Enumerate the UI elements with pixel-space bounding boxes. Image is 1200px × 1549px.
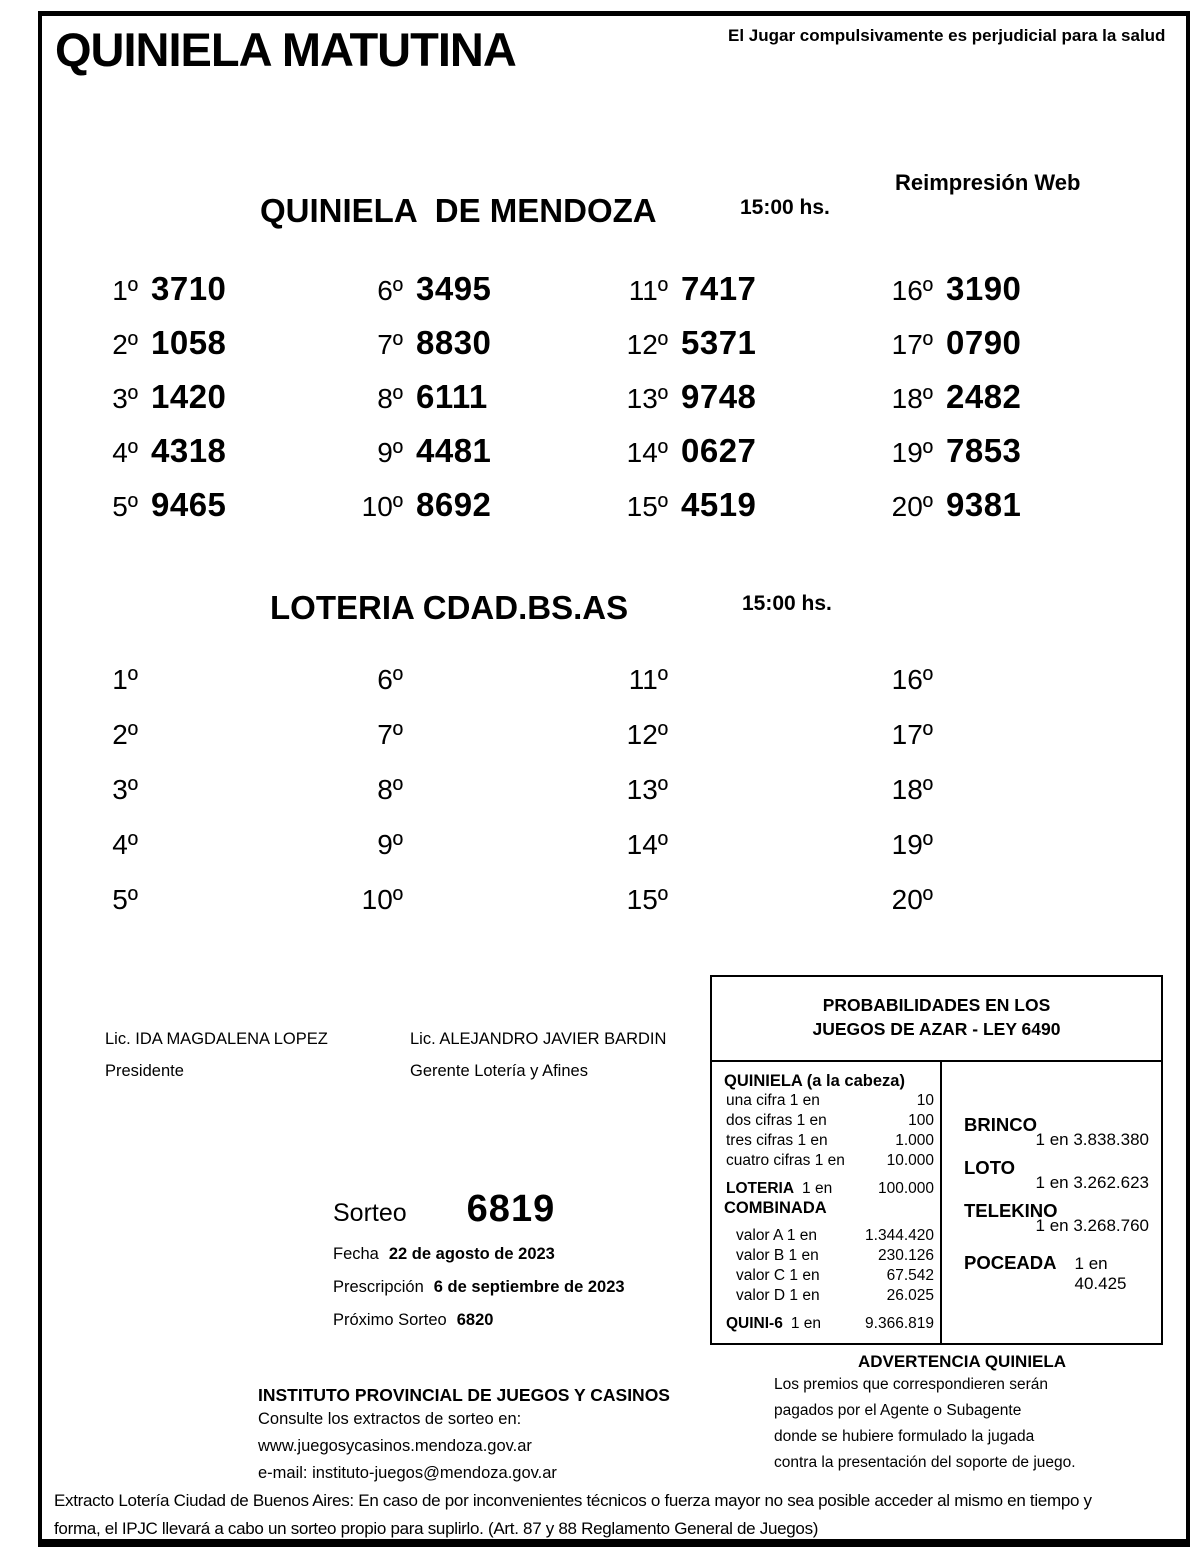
- result-position: 20º: [891, 491, 933, 522]
- odds-label: QUINI-6: [726, 1315, 783, 1332]
- quini6-odds-row: [724, 1314, 934, 1334]
- result-number: 1058: [151, 324, 227, 361]
- result-item: [335, 432, 600, 486]
- loteria-odds-row: [724, 1179, 934, 1199]
- result-number: 7853: [946, 432, 1022, 469]
- odds-row: [724, 1286, 934, 1306]
- probabilities-title-line2: JUEGOS DE AZAR - LEY 6490: [812, 1019, 1061, 1039]
- result-item: [600, 324, 865, 378]
- result-item: [335, 324, 600, 378]
- institute-block: [258, 1385, 728, 1487]
- position-item: [600, 829, 865, 884]
- game-odds-brinco: [964, 1114, 1149, 1150]
- next-draw-row: [333, 1311, 625, 1330]
- result-position: 14º: [626, 437, 668, 468]
- odds-row: [724, 1091, 934, 1111]
- position-item: [70, 884, 335, 939]
- result-item: [335, 270, 600, 324]
- probabilities-right-column: [942, 1062, 1161, 1343]
- position-item: [70, 829, 335, 884]
- result-number: 3190: [946, 270, 1022, 307]
- probabilities-title-line1: PROBABILIDADES EN LOS: [822, 995, 1051, 1015]
- page-title: QUINIELA MATUTINA: [55, 23, 516, 76]
- position-item: [335, 774, 600, 829]
- result-item: [600, 378, 865, 432]
- result-position: 13º: [626, 383, 668, 414]
- position-item: [600, 719, 865, 774]
- odds-value: 100.000: [877, 1180, 934, 1197]
- position-item: [335, 664, 600, 719]
- odds-value: 100: [908, 1112, 934, 1129]
- result-item: [70, 324, 335, 378]
- odds-row: [724, 1246, 934, 1266]
- result-item: [600, 270, 865, 324]
- health-warning-text: El Jugar compulsivamente es perjudicial para la salud: [728, 26, 1166, 45]
- position-item: [865, 719, 1130, 774]
- mendoza-draw-time: 15:00 hs.: [740, 196, 830, 219]
- advertencia-text-line: contra la presentación del soporte de juego.: [774, 1454, 1076, 1471]
- result-item: [70, 432, 335, 486]
- result-position: 9º: [377, 437, 403, 468]
- probabilities-left-column: [712, 1062, 942, 1343]
- odds-value: 9.366.819: [865, 1315, 934, 1332]
- combinada-odds-header: COMBINADA: [724, 1199, 827, 1217]
- result-number: 6111: [416, 378, 488, 415]
- position-label: 20º: [891, 884, 933, 915]
- draw-expiry-label: Prescripción: [333, 1278, 424, 1296]
- result-position: 16º: [891, 275, 933, 306]
- position-label: 6º: [377, 664, 403, 695]
- result-item: [335, 486, 600, 540]
- result-item: [600, 432, 865, 486]
- game-name: POCEADA: [964, 1252, 1057, 1273]
- odds-row: [724, 1226, 934, 1246]
- position-label: 12º: [626, 719, 668, 750]
- institute-email: e-mail: instituto-juegos@mendoza.gov.ar: [258, 1464, 557, 1482]
- game-odds: 1 en 3.262.623: [1035, 1173, 1149, 1192]
- footer-legal-note: [54, 1487, 1159, 1543]
- odds-mid: 1 en: [802, 1180, 833, 1197]
- odds-label: una cifra 1 en: [726, 1092, 820, 1109]
- institute-consult-line: Consulte los extractos de sorteo en:: [258, 1410, 522, 1428]
- mendoza-section-heading: QUINIELA DE MENDOZA: [260, 192, 657, 229]
- result-number: 7417: [681, 270, 757, 307]
- result-number: 1420: [151, 378, 227, 415]
- result-position: 5º: [112, 491, 138, 522]
- position-label: 19º: [891, 829, 933, 860]
- web-reprint-label: Reimpresión Web: [895, 170, 1081, 195]
- odds-value: 230.126: [877, 1247, 934, 1264]
- official-name: Lic. IDA MAGDALENA LOPEZ: [105, 1030, 328, 1048]
- official-name: Lic. ALEJANDRO JAVIER BARDIN: [410, 1030, 667, 1048]
- result-position: 2º: [112, 329, 138, 360]
- odds-label: valor B 1 en: [736, 1247, 819, 1264]
- position-label: 1º: [112, 664, 138, 695]
- position-label: 14º: [626, 829, 668, 860]
- bsas-positions-grid: [70, 664, 1130, 939]
- footer-line1: Extracto Lotería Ciudad de Buenos Aires: En caso de por inconvenientes técnicos o fuerza mayor no sea posible acceder al mismo en tiempo y: [54, 1491, 1092, 1510]
- position-item: [70, 774, 335, 829]
- result-number: 2482: [946, 378, 1022, 415]
- result-number: 9381: [946, 486, 1022, 523]
- advertencia-title: ADVERTENCIA QUINIELA: [857, 1352, 1067, 1371]
- advertencia-text-line: donde se hubiere formulado la jugada: [774, 1428, 1035, 1445]
- position-label: 18º: [891, 774, 933, 805]
- game-odds: 1 en 3.268.760: [1035, 1216, 1149, 1235]
- result-position: 4º: [112, 437, 138, 468]
- odds-row: [724, 1151, 934, 1171]
- result-position: 6º: [377, 275, 403, 306]
- position-label: 7º: [377, 719, 403, 750]
- draw-info-block: [333, 1188, 625, 1330]
- game-name: BRINCO: [964, 1114, 1037, 1135]
- result-position: 19º: [891, 437, 933, 468]
- odds-value: 1.000: [895, 1132, 934, 1149]
- result-number: 9748: [681, 378, 757, 415]
- odds-value: 67.542: [886, 1267, 934, 1284]
- draw-date-value: 22 de agosto de 2023: [388, 1245, 555, 1263]
- result-item: [335, 378, 600, 432]
- position-label: 10º: [361, 884, 403, 915]
- result-number: 3495: [416, 270, 492, 307]
- result-number: 4318: [151, 432, 227, 469]
- position-label: 9º: [377, 829, 403, 860]
- result-number: 8692: [416, 486, 492, 523]
- result-number: 4481: [416, 432, 492, 469]
- odds-mid: 1 en: [790, 1315, 822, 1332]
- result-item: [865, 486, 1130, 540]
- game-odds: 1 en 40.425: [1074, 1254, 1127, 1293]
- result-number: 5371: [681, 324, 757, 361]
- position-label: 16º: [891, 664, 933, 695]
- position-item: [70, 664, 335, 719]
- official-role: Presidente: [105, 1062, 184, 1080]
- result-item: [865, 270, 1130, 324]
- game-odds-telekino: [964, 1200, 1149, 1236]
- odds-value: 26.025: [886, 1287, 934, 1304]
- result-number: 8830: [416, 324, 492, 361]
- result-position: 12º: [626, 329, 668, 360]
- official-president: [105, 1030, 328, 1081]
- odds-label: cuatro cifras 1 en: [726, 1152, 845, 1169]
- odds-label: valor D 1 en: [736, 1287, 820, 1304]
- advertencia-text-line: pagados por el Agente o Subagente: [774, 1402, 1022, 1419]
- game-odds: 1 en 3.838.380: [1035, 1130, 1149, 1149]
- draw-expiry-row: [333, 1278, 625, 1297]
- position-item: [865, 664, 1130, 719]
- result-number: 4519: [681, 486, 757, 523]
- game-odds-loto: [964, 1157, 1149, 1193]
- game-name: TELEKINO: [964, 1200, 1058, 1221]
- next-draw-label: Próximo Sorteo: [333, 1311, 447, 1329]
- institute-website: www.juegosycasinos.mendoza.gov.ar: [258, 1437, 532, 1455]
- position-item: [865, 829, 1130, 884]
- probabilities-box: [710, 975, 1163, 1345]
- position-label: 11º: [628, 664, 668, 695]
- result-position: 3º: [112, 383, 138, 414]
- result-position: 8º: [377, 383, 403, 414]
- result-number: 0790: [946, 324, 1022, 361]
- draw-date-row: [333, 1245, 625, 1264]
- position-item: [335, 719, 600, 774]
- draw-number-row: [333, 1188, 625, 1231]
- footer-line2: forma, el IPJC llevará a cabo un sorteo propio para suplirlo. (Art. 87 y 88 Reglamento General de Juegos): [54, 1519, 819, 1538]
- institute-name: INSTITUTO PROVINCIAL DE JUEGOS Y CASINOS: [258, 1385, 670, 1405]
- next-draw-value: 6820: [456, 1311, 494, 1329]
- position-item: [70, 719, 335, 774]
- result-item: [600, 486, 865, 540]
- result-position: 17º: [891, 329, 933, 360]
- result-position: 1º: [112, 275, 138, 306]
- odds-label: valor A 1 en: [736, 1227, 818, 1244]
- result-item: [70, 378, 335, 432]
- odds-label: dos cifras 1 en: [726, 1112, 827, 1129]
- bsas-section-heading: LOTERIA CDAD.BS.AS: [270, 589, 629, 626]
- position-label: 17º: [891, 719, 933, 750]
- odds-label: tres cifras 1 en: [726, 1132, 828, 1149]
- result-number: 9465: [151, 486, 227, 523]
- draw-date-label: Fecha: [333, 1245, 379, 1263]
- official-role: Gerente Lotería y Afines: [410, 1062, 588, 1080]
- odds-row: [724, 1111, 934, 1131]
- odds-label: valor C 1 en: [736, 1267, 820, 1284]
- result-item: [70, 486, 335, 540]
- position-item: [600, 884, 865, 939]
- odds-value: 10.000: [886, 1152, 934, 1169]
- quiniela-odds-header: QUINIELA (a la cabeza): [724, 1072, 905, 1090]
- position-item: [335, 884, 600, 939]
- position-label: 8º: [377, 774, 403, 805]
- odds-row: [724, 1266, 934, 1286]
- result-position: 7º: [377, 329, 403, 360]
- position-label: 4º: [112, 829, 138, 860]
- mendoza-results-grid: [70, 270, 1130, 540]
- probabilities-body: [712, 1062, 1161, 1343]
- odds-value: 1.344.420: [865, 1227, 934, 1244]
- position-item: [600, 664, 865, 719]
- advertencia-block: [758, 1352, 1166, 1476]
- position-label: 15º: [626, 884, 668, 915]
- result-item: [865, 432, 1130, 486]
- odds-label: LOTERIA: [726, 1180, 795, 1197]
- draw-number-value: 6819: [466, 1188, 556, 1230]
- result-item: [865, 324, 1130, 378]
- game-name: LOTO: [964, 1157, 1016, 1178]
- position-item: [865, 884, 1130, 939]
- position-item: [335, 829, 600, 884]
- advertencia-text-line: Los premios que correspondieren serán: [774, 1376, 1048, 1393]
- position-label: 3º: [112, 774, 138, 805]
- probabilities-title: [712, 977, 1161, 1062]
- draw-expiry-value: 6 de septiembre de 2023: [433, 1278, 625, 1296]
- result-position: 11º: [628, 275, 668, 306]
- position-item: [865, 774, 1130, 829]
- odds-row: [724, 1131, 934, 1151]
- position-item: [600, 774, 865, 829]
- odds-value: 10: [916, 1092, 934, 1109]
- result-number: 0627: [681, 432, 757, 469]
- bsas-draw-time: 15:00 hs.: [742, 592, 832, 615]
- official-manager: [410, 1030, 666, 1081]
- result-position: 10º: [361, 491, 403, 522]
- result-item: [70, 270, 335, 324]
- result-item: [865, 378, 1130, 432]
- result-number: 3710: [151, 270, 227, 307]
- position-label: 5º: [112, 884, 138, 915]
- position-label: 13º: [626, 774, 668, 805]
- result-position: 18º: [891, 383, 933, 414]
- result-position: 15º: [626, 491, 668, 522]
- game-odds-poceada: [964, 1252, 1149, 1294]
- draw-number-label: Sorteo: [333, 1199, 407, 1227]
- position-label: 2º: [112, 719, 138, 750]
